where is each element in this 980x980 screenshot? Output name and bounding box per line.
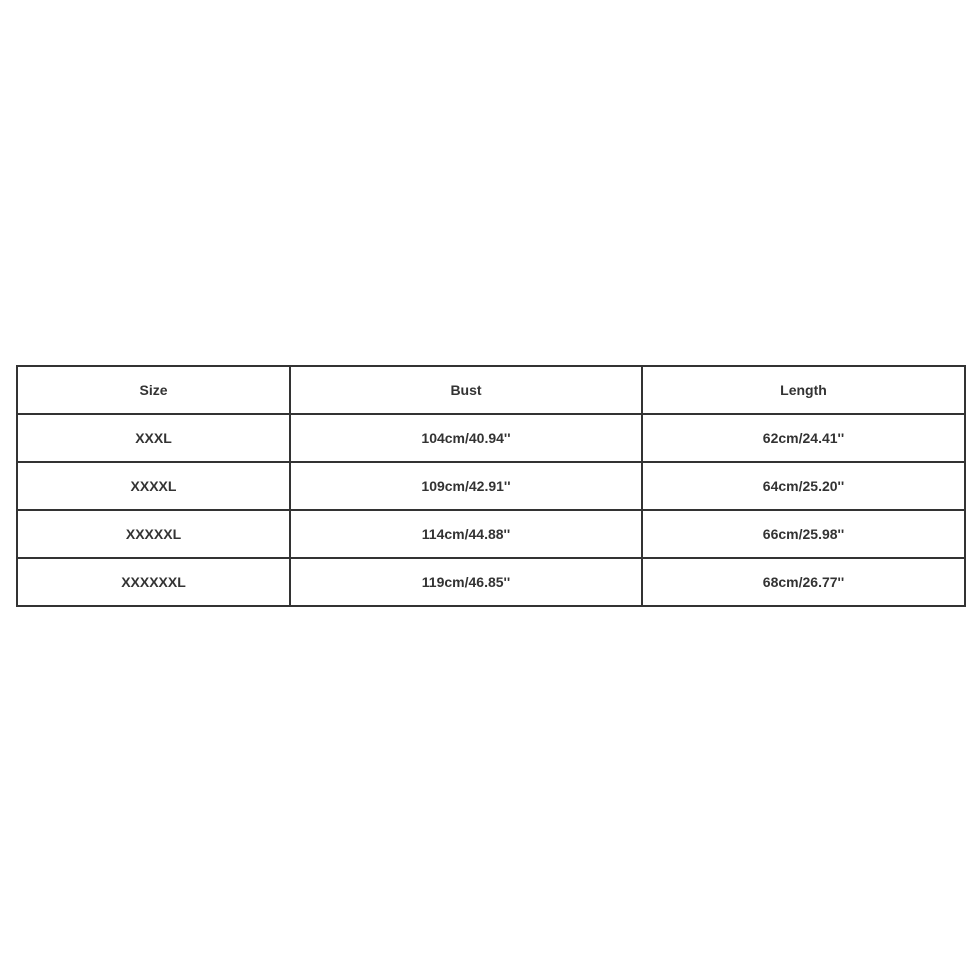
size-cell: XXXXL (17, 462, 290, 510)
table-header (17, 366, 965, 414)
length-cell: 66cm/25.98'' (642, 510, 965, 558)
length-cell: 64cm/25.20'' (642, 462, 965, 510)
table-row (17, 462, 965, 510)
bust-cell: 119cm/46.85'' (290, 558, 642, 606)
table-body (17, 414, 965, 606)
table-row (17, 510, 965, 558)
header-row (17, 366, 965, 414)
header-size: Size (17, 366, 290, 414)
header-bust: Bust (290, 366, 642, 414)
size-chart-table (16, 365, 966, 607)
table-row (17, 558, 965, 606)
bust-cell: 109cm/42.91'' (290, 462, 642, 510)
length-cell: 62cm/24.41'' (642, 414, 965, 462)
bust-cell: 114cm/44.88'' (290, 510, 642, 558)
bust-cell: 104cm/40.94'' (290, 414, 642, 462)
size-cell: XXXXXL (17, 510, 290, 558)
table-row (17, 414, 965, 462)
length-cell: 68cm/26.77'' (642, 558, 965, 606)
size-cell: XXXXXXL (17, 558, 290, 606)
size-cell: XXXL (17, 414, 290, 462)
header-length: Length (642, 366, 965, 414)
